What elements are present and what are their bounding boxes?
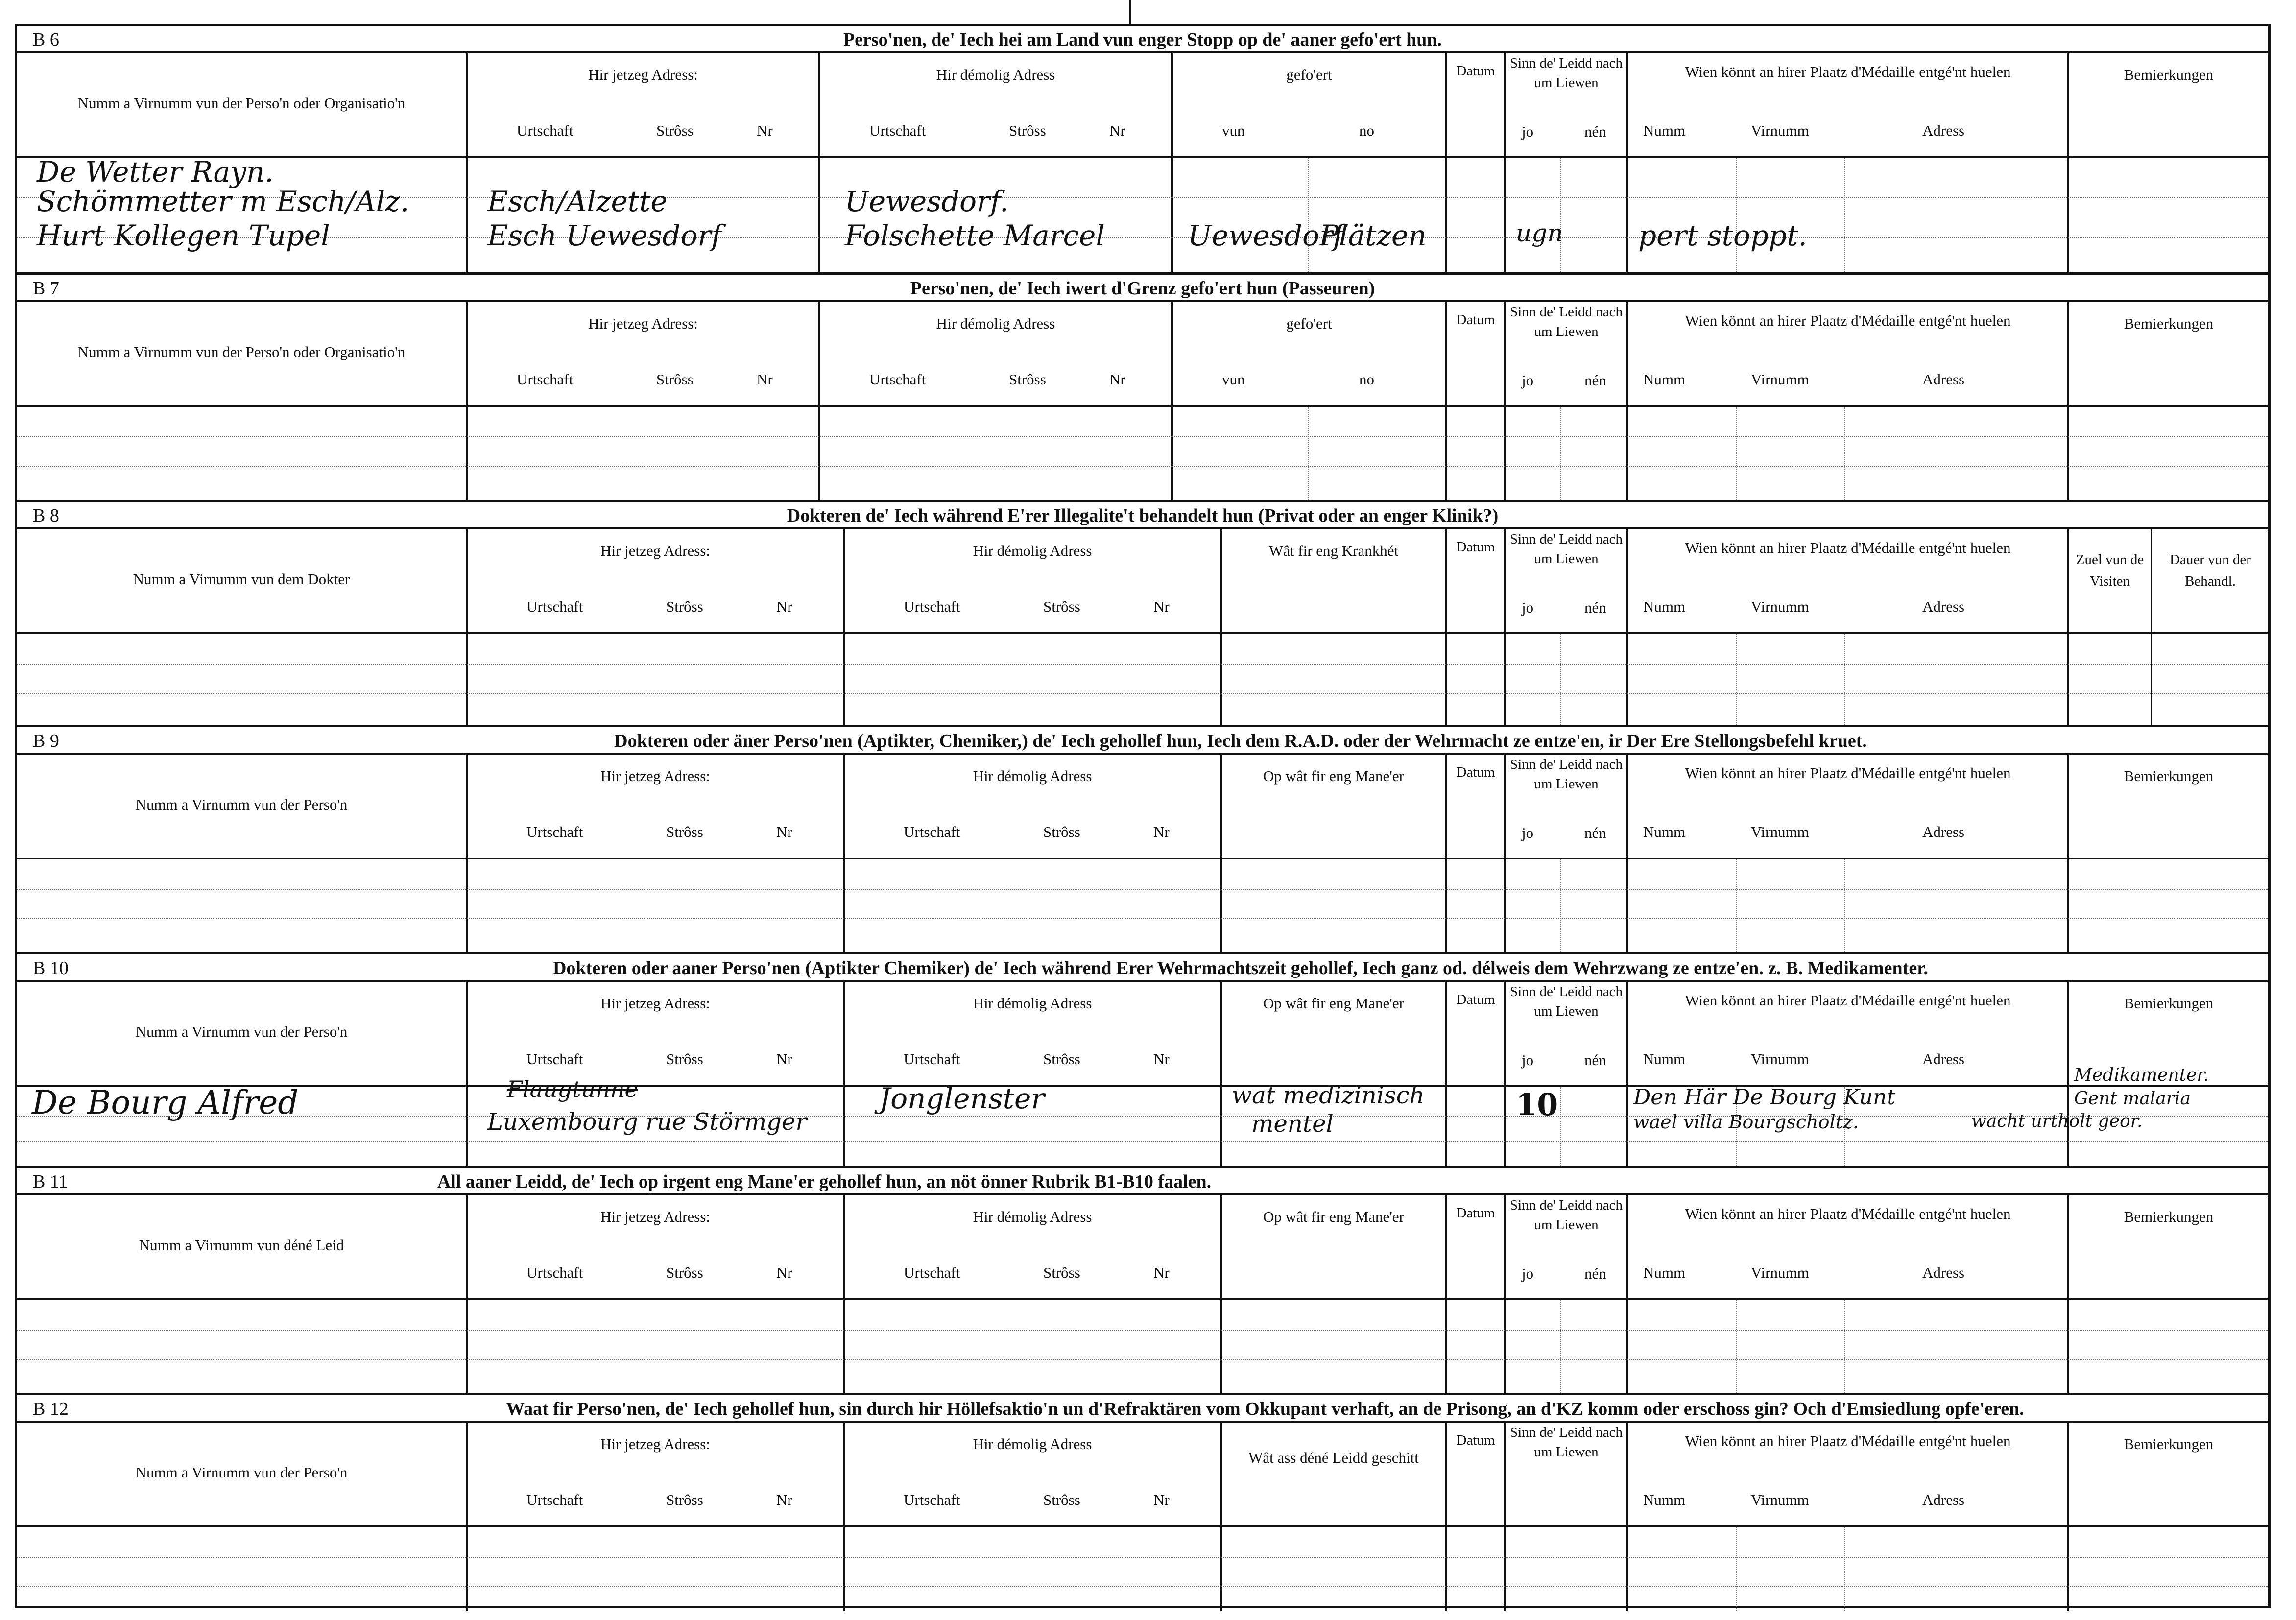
column-headers: [17, 529, 2268, 634]
remarks-label: Bemierkungen: [2124, 995, 2214, 1012]
b10-current-address-struck: Flaugtunne: [507, 1076, 638, 1102]
section-title: Dokteren de' Iech während E'rer Illegalite't behandelt hun (Privat oder an enger Klinik?): [787, 505, 1499, 526]
section-header: [17, 502, 2268, 529]
nr-label: Nr: [776, 1264, 792, 1281]
nr-label: Nr: [1153, 1050, 1170, 1068]
remarks-label: Bemierkungen: [2124, 767, 2214, 785]
nr-label: Nr: [776, 1050, 792, 1068]
numm-label: Numm: [1643, 598, 1686, 615]
urtschaft-label: Urtschaft: [904, 1050, 960, 1068]
nr-label: Nr: [1153, 1491, 1170, 1508]
former-address-label: Hir démolig Adress: [973, 1435, 1092, 1453]
alive-label: Sinn de' Leidd nach um Liewen: [1510, 531, 1623, 567]
nr-label: Nr: [1153, 1264, 1170, 1281]
transported-label: gefo'ert: [1286, 66, 1332, 83]
transported-label: gefo'ert: [1286, 315, 1332, 332]
section-b7: [17, 275, 2268, 502]
from-label: vun: [1222, 371, 1245, 388]
b10-alive-yes: 10: [1516, 1087, 1558, 1122]
stross-label: Strôss: [1043, 598, 1080, 615]
section-header: [17, 1395, 2268, 1423]
adress-label: Adress: [1922, 122, 1965, 139]
b6-to: Plätzen: [1320, 219, 1427, 252]
date-label: Datum: [1456, 992, 1495, 1007]
adress-label: Adress: [1922, 1264, 1965, 1281]
section-title: All aaner Leidd, de' Iech op irgent eng Mane'er gehollef hun, an nöt önner Rubrik B1-B10 faalen.: [437, 1171, 1212, 1192]
b6-former-address-1: Uewesdorf.: [845, 185, 1009, 218]
medal-label: Wien könnt an hirer Plaatz d'Médaille entgé'nt huelen: [1685, 1432, 2011, 1450]
yes-label: jo: [1522, 1265, 1534, 1282]
current-address-label: Hir jetzeg Adress:: [600, 767, 710, 785]
alive-label: Sinn de' Leidd nach um Liewen: [1510, 304, 1623, 339]
current-address-label: Hir jetzeg Adress:: [600, 1435, 710, 1453]
col-current-address: [468, 53, 820, 156]
numm-label: Numm: [1643, 1491, 1686, 1508]
section-b11: [17, 1168, 2268, 1395]
column-headers: [17, 1423, 2268, 1527]
b6-alive: ugn: [1516, 219, 1563, 247]
medal-label: Wien könnt an hirer Plaatz d'Médaille entgé'nt huelen: [1685, 312, 2011, 329]
virnumm-label: Virnumm: [1751, 1050, 1809, 1068]
section-b12: [17, 1395, 2268, 1611]
nr-label: Nr: [1153, 598, 1170, 615]
b6-former-address-2: Folschette Marcel: [845, 219, 1105, 252]
adress-label: Adress: [1922, 1491, 1965, 1508]
name-label: Numm a Virnumm vun der Perso'n: [135, 1023, 348, 1040]
former-address-label: Hir démolig Adress: [936, 315, 1055, 332]
stross-label: Strôss: [1043, 1050, 1080, 1068]
b6-name-line-1: De Wetter Rayn.: [37, 155, 274, 189]
section-b9: [17, 727, 2268, 954]
section-header: [17, 26, 2268, 53]
virnumm-label: Virnumm: [1751, 1264, 1809, 1281]
alive-label: Sinn de' Leidd nach um Liewen: [1510, 1425, 1623, 1460]
current-address-label: Hir jetzeg Adress:: [600, 995, 710, 1012]
remarks-label: Bemierkungen: [2124, 1435, 2214, 1453]
yes-label: jo: [1522, 123, 1534, 140]
column-headers: [17, 1195, 2268, 1300]
urtschaft-label: Urtschaft: [526, 1264, 583, 1281]
former-address-label: Hir démolig Adress: [973, 995, 1092, 1012]
adress-label: Adress: [1922, 1050, 1965, 1068]
medal-label: Wien könnt an hirer Plaatz d'Médaille entgé'nt huelen: [1685, 764, 2011, 782]
section-title: Dokteren oder äner Perso'nen (Aptikter, Chemiker,) de' Iech gehollef hun, Iech dem R.A.D. oder der Wehrmacht ze entze'en, ir Der Ere Stellongsbefehl kruet.: [614, 731, 1867, 751]
stross-label: Strôss: [1009, 122, 1046, 139]
b10-name: De Bourg Alfred: [32, 1084, 299, 1121]
from-label: vun: [1222, 122, 1245, 139]
numm-label: Numm: [1643, 1050, 1686, 1068]
alive-label: Sinn de' Leidd nach um Liewen: [1510, 1197, 1623, 1233]
no-label: nén: [1584, 599, 1606, 616]
b10-medal-line-1: Den Här De Bourg Kunt: [1633, 1085, 1896, 1110]
section-header: [17, 727, 2268, 755]
b6-current-address-2: Esch Uewesdorf: [487, 219, 722, 252]
b10-current-address: Luxembourg rue Störmger: [487, 1108, 807, 1136]
date-label: Datum: [1456, 1432, 1495, 1448]
virnumm-label: Virnumm: [1751, 598, 1809, 615]
urtschaft-label: Urtschaft: [869, 371, 926, 388]
to-label: no: [1359, 122, 1374, 139]
medal-label: Wien könnt an hirer Plaatz d'Médaille entgé'nt huelen: [1685, 992, 2011, 1009]
duration-label: Dauer vun der Behandl.: [2170, 552, 2251, 589]
section-code: B 10: [33, 958, 69, 978]
urtschaft-label: Urtschaft: [526, 598, 583, 615]
no-label: nén: [1584, 824, 1606, 841]
section-header: [17, 275, 2268, 302]
name-label: Numm a Virnumm vun der Perso'n: [135, 796, 348, 813]
yes-label: jo: [1522, 1051, 1534, 1069]
adress-label: Adress: [1922, 371, 1965, 388]
virnumm-label: Virnumm: [1751, 122, 1809, 139]
urtschaft-label: Urtschaft: [904, 1264, 960, 1281]
nr-label: Nr: [1109, 122, 1125, 139]
stross-label: Strôss: [666, 823, 703, 840]
current-address-label: Hir jetzeg Adress:: [600, 1208, 710, 1225]
col-date: [1447, 53, 1506, 156]
current-address-label: Hir jetzeg Adress:: [600, 542, 710, 559]
remarks-label: Bemierkungen: [2124, 315, 2214, 332]
nr-label: Nr: [757, 371, 773, 388]
top-fold-mark: [1129, 0, 1131, 24]
urtschaft-label: Urtschaft: [904, 823, 960, 840]
b6-medal: pert stoppt.: [1638, 219, 1807, 252]
col-name: [17, 53, 468, 156]
no-label: nén: [1584, 1265, 1606, 1282]
yes-label: jo: [1522, 372, 1534, 389]
current-address-label: Hir jetzeg Adress:: [588, 315, 698, 332]
yes-label: jo: [1522, 599, 1534, 616]
section-b6: [17, 26, 2268, 275]
questionnaire-sheet: [15, 24, 2271, 1608]
virnumm-label: Virnumm: [1751, 1491, 1809, 1508]
column-headers: [17, 302, 2268, 407]
numm-label: Numm: [1643, 823, 1686, 840]
name-label: Numm a Virnumm vun dem Dokter: [133, 571, 350, 588]
entry-rows: [17, 155, 2268, 272]
nr-label: Nr: [1109, 371, 1125, 388]
entry-rows: [17, 1300, 2268, 1393]
stross-label: Strôss: [656, 371, 694, 388]
stross-label: Strôss: [666, 1491, 703, 1508]
no-label: nén: [1584, 1051, 1606, 1069]
column-headers: [17, 755, 2268, 859]
remarks-label: Bemierkungen: [2124, 1208, 2214, 1225]
section-title: Perso'nen, de' Iech hei am Land vun enger Stopp op de' aaner gefo'ert hun.: [843, 29, 1442, 50]
b6-current-address-1: Esch/Alzette: [487, 185, 668, 218]
b10-remarks-line-1: Medikamenter.: [2074, 1065, 2209, 1085]
name-label: Numm a Virnumm vun déné Leid: [139, 1237, 344, 1254]
entry-rows: [17, 1527, 2268, 1611]
b10-remarks-line-2: Gent malaria: [2074, 1089, 2191, 1109]
b10-former-address: Jonglenster: [879, 1082, 1045, 1115]
former-address-label: Hir démolig Adress: [936, 66, 1055, 83]
stross-label: Strôss: [656, 122, 694, 139]
manner-label: Op wât fir eng Mane'er: [1263, 995, 1404, 1012]
entry-rows: [17, 634, 2268, 725]
medal-label: Wien könnt an hirer Plaatz d'Médaille entgé'nt huelen: [1685, 1205, 2011, 1222]
adress-label: Adress: [1922, 598, 1965, 615]
nr-label: Nr: [776, 823, 792, 840]
alive-label: Sinn de' Leidd nach um Liewen: [1510, 984, 1623, 1019]
stross-label: Strôss: [1043, 1491, 1080, 1508]
date-label: Datum: [1456, 539, 1495, 555]
former-address-label: Hir démolig Adress: [973, 1208, 1092, 1225]
section-code: B 8: [33, 505, 59, 526]
stross-label: Strôss: [1009, 371, 1046, 388]
current-address-label: Hir jetzeg Adress:: [588, 66, 698, 83]
to-label: no: [1359, 371, 1374, 388]
name-label: Numm a Virnumm vun der Perso'n oder Organisatio'n: [77, 343, 406, 360]
urtschaft-label: Urtschaft: [904, 1491, 960, 1508]
illness-label: Wât fir eng Krankhét: [1268, 542, 1399, 559]
b10-medal-line-2: wael villa Bourgscholtz.: [1633, 1111, 1859, 1133]
urtschaft-label: Urtschaft: [517, 122, 574, 139]
nr-label: Nr: [1153, 823, 1170, 840]
virnumm-label: Virnumm: [1751, 371, 1809, 388]
numm-label: Numm: [1643, 371, 1686, 388]
section-title: Dokteren oder aaner Perso'nen (Aptikter Chemiker) de' Iech während Erer Wehrmachtszeit gehollef, Iech ganz od. délweis dem Wehrzwang ze entze'en. z. B. Medikamenter.: [552, 958, 1929, 978]
name-label: Numm a Virnumm vun der Perso'n oder Organisatio'n: [77, 95, 406, 112]
section-code: B 12: [33, 1399, 69, 1419]
b10-manner-line-2: mentel: [1251, 1110, 1334, 1138]
b6-from: Uewesdorf: [1188, 219, 1344, 252]
nr-label: Nr: [776, 598, 792, 615]
section-title: Waat fir Perso'nen, de' Iech gehollef hun, sin durch hir Höllefsaktio'n un d'Refraktären vom Okkupant verhaft, an de Prisong, an d'KZ komm oder erschoss gin? Och d'Emsiedlung opfe'eren.: [506, 1399, 2024, 1419]
b10-remarks-line-3: wacht urtholt geor.: [1971, 1111, 2143, 1131]
stross-label: Strôss: [666, 1050, 703, 1068]
date-label: Datum: [1456, 764, 1495, 780]
date-label: Datum: [1456, 63, 1495, 79]
entry-rows: [17, 1065, 2268, 1166]
section-header: [17, 954, 2268, 982]
remarks-label: Bemierkungen: [2124, 66, 2214, 83]
column-headers: [17, 53, 2268, 158]
section-b10: [17, 954, 2268, 1168]
urtschaft-label: Urtschaft: [526, 823, 583, 840]
col-medal: [1628, 53, 2069, 156]
urtschaft-label: Urtschaft: [517, 371, 574, 388]
manner-label: Op wât fir eng Mane'er: [1263, 1208, 1404, 1225]
b6-name-line-3: Hurt Kollegen Tupel: [37, 219, 330, 252]
section-code: B 7: [33, 278, 59, 299]
former-address-label: Hir démolig Adress: [973, 767, 1092, 785]
urtschaft-label: Urtschaft: [526, 1491, 583, 1508]
urtschaft-label: Urtschaft: [904, 598, 960, 615]
entry-rows: [17, 407, 2268, 500]
visits-label: Zuel vun de Visiten: [2076, 552, 2144, 589]
section-b8: [17, 502, 2268, 727]
virnumm-label: Virnumm: [1751, 823, 1809, 840]
urtschaft-label: Urtschaft: [526, 1050, 583, 1068]
date-label: Datum: [1456, 1205, 1495, 1221]
section-code: B 9: [33, 731, 59, 751]
date-label: Datum: [1456, 312, 1495, 328]
yes-label: jo: [1522, 824, 1534, 841]
manner-label: Op wât fir eng Mane'er: [1263, 767, 1404, 785]
stross-label: Strôss: [666, 598, 703, 615]
alive-label: Sinn de' Leidd nach um Liewen: [1510, 55, 1623, 91]
b10-manner-line-1: wat medizinisch: [1232, 1082, 1425, 1109]
nr-label: Nr: [776, 1491, 792, 1508]
stross-label: Strôss: [1043, 1264, 1080, 1281]
entry-rows: [17, 859, 2268, 952]
col-alive: [1506, 53, 1628, 156]
col-transported: [1173, 53, 1447, 156]
nr-label: Nr: [757, 122, 773, 139]
section-header: [17, 1168, 2268, 1195]
section-title: Perso'nen, de' Iech iwert d'Grenz gefo'ert hun (Passeuren): [910, 278, 1375, 299]
medal-label: Wien könnt an hirer Plaatz d'Médaille entgé'nt huelen: [1685, 63, 2011, 80]
adress-label: Adress: [1922, 823, 1965, 840]
name-label: Numm a Virnumm vun der Perso'n: [135, 1464, 348, 1481]
what-happened-label: Wât ass déné Leidd geschitt: [1248, 1449, 1419, 1466]
col-former-address: [820, 53, 1173, 156]
no-label: nén: [1584, 123, 1606, 140]
numm-label: Numm: [1643, 122, 1686, 139]
medal-label: Wien könnt an hirer Plaatz d'Médaille entgé'nt huelen: [1685, 539, 2011, 556]
alive-label: Sinn de' Leidd nach um Liewen: [1510, 757, 1623, 792]
section-code: B 6: [33, 29, 59, 50]
b6-name-line-2: Schömmetter m Esch/Alz.: [37, 185, 409, 218]
urtschaft-label: Urtschaft: [869, 122, 926, 139]
col-remarks: [2069, 53, 2268, 156]
former-address-label: Hir démolig Adress: [973, 542, 1092, 559]
stross-label: Strôss: [1043, 823, 1080, 840]
section-code: B 11: [33, 1171, 68, 1192]
no-label: nén: [1584, 372, 1606, 389]
column-headers: [17, 982, 2268, 1087]
stross-label: Strôss: [666, 1264, 703, 1281]
numm-label: Numm: [1643, 1264, 1686, 1281]
